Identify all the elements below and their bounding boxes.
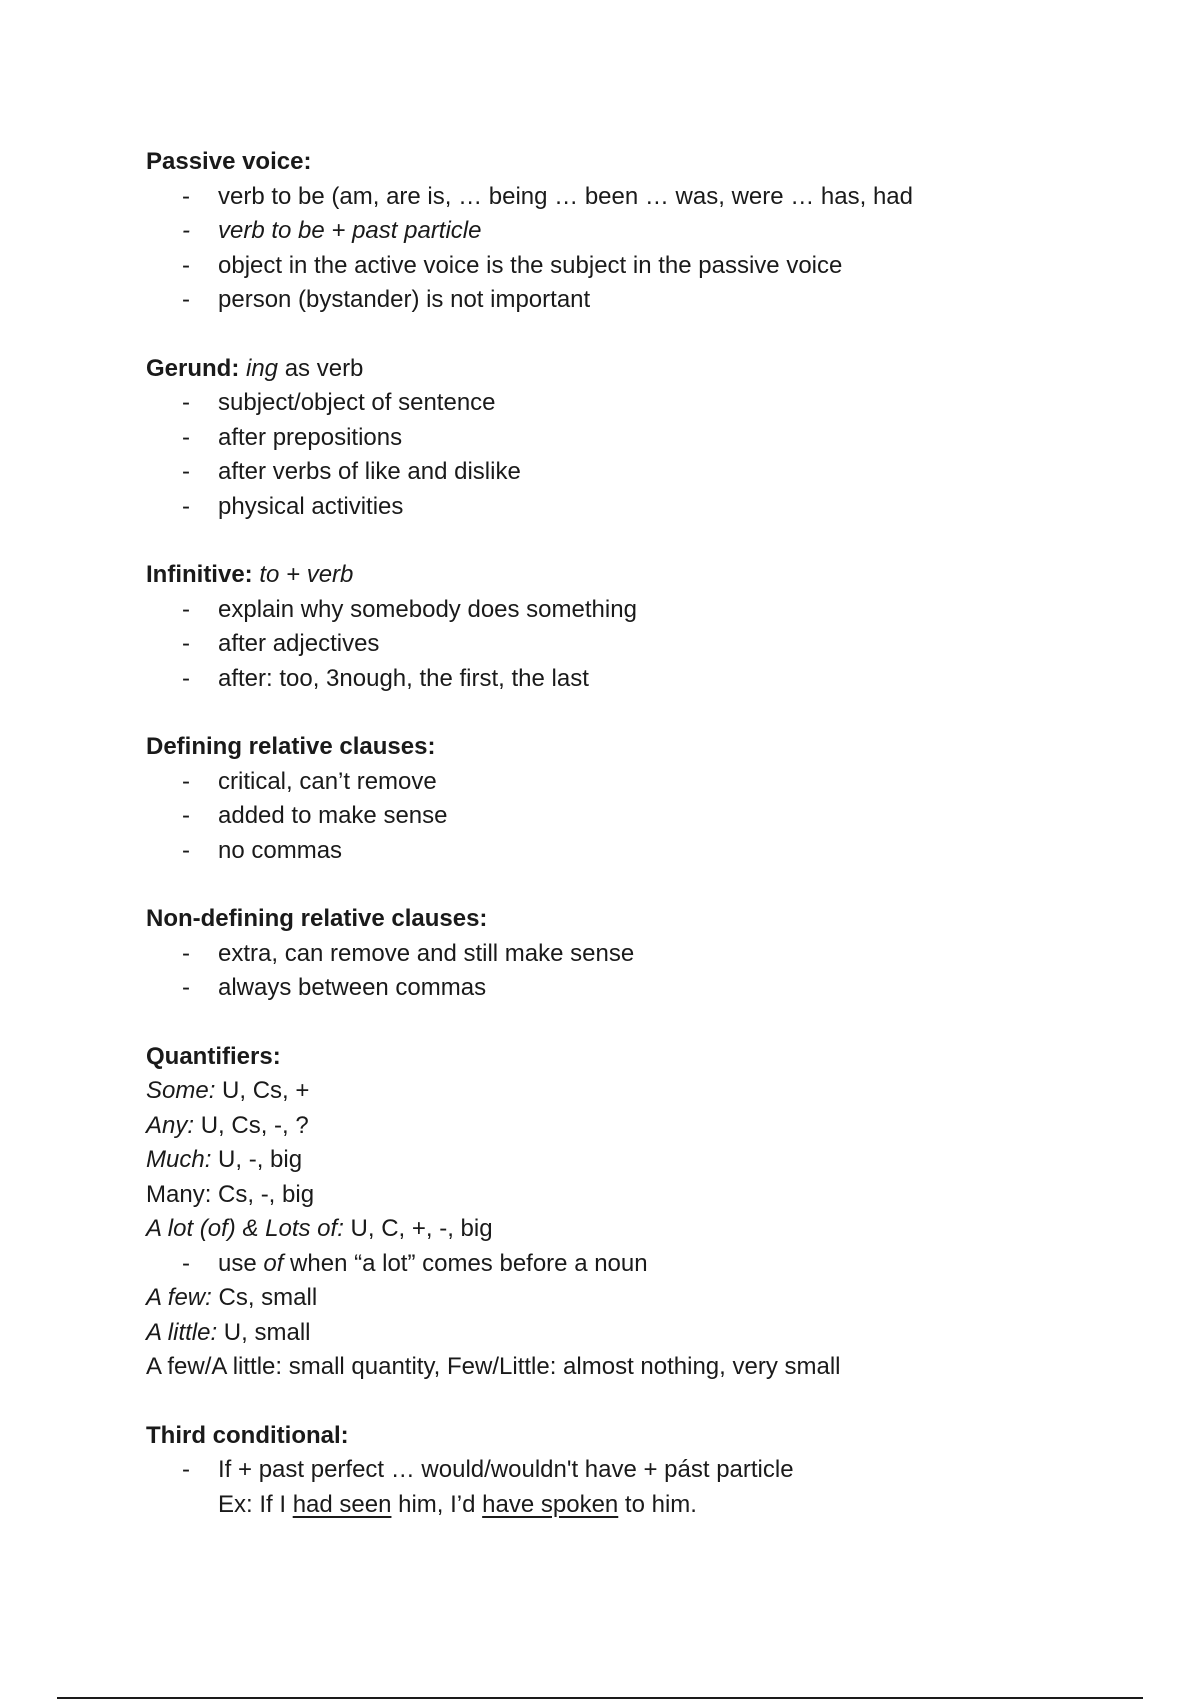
list-item: - critical, can’t remove [146, 765, 1046, 800]
list-item: - object in the active voice is the subject in the passive voice [146, 249, 1046, 284]
heading-defining-relative-clauses: Defining relative clauses: [146, 733, 436, 760]
list-item: - subject/object of sentence [146, 386, 1046, 421]
notes-page [146, 145, 1046, 1522]
list-item: - If + past perfect … would/wouldn't have + pást particle [146, 1453, 1046, 1488]
quantifier-much [146, 1143, 1046, 1178]
example-mid: him, I’d [391, 1490, 483, 1518]
list-item: - explain why somebody does something [146, 593, 1046, 628]
gerund-list [146, 386, 1046, 524]
quantifier-any [146, 1109, 1046, 1144]
infinitive-definition [146, 558, 1046, 593]
list-item: - person (bystander) is not important [146, 283, 1046, 318]
section-defining-relative-clauses [146, 730, 1046, 868]
quantifier-label: Much: [146, 1146, 212, 1173]
note-italic: of [263, 1249, 284, 1277]
section-infinitive [146, 558, 1046, 696]
quantifier-label: A little: [146, 1318, 218, 1346]
section-quantifiers [146, 1040, 1046, 1385]
heading-quantifiers: Quantifiers: [146, 1042, 281, 1070]
example-underlined: had seen [292, 1490, 392, 1518]
list-item: - after: too, 3nough, the first, the last [146, 662, 1046, 697]
list-item: - extra, can remove and still make sense [146, 937, 1046, 972]
heading-non-defining-relative-clauses: Non-defining relative clauses: [146, 905, 488, 932]
section-non-defining-relative-clauses [146, 902, 1046, 1006]
quantifier-text: Cs, small [211, 1284, 318, 1311]
list-item: - always between commas [146, 971, 1046, 1006]
quantifier-a-lot [146, 1212, 1046, 1247]
list-item: - physical activities [146, 490, 1046, 525]
list-item [146, 1247, 1046, 1282]
quantifier-label: A lot (of) & Lots of: [146, 1215, 344, 1242]
quantifier-text: U, small [217, 1318, 311, 1346]
heading-third-conditional: Third conditional: [146, 1421, 349, 1449]
list-item: - no commas [146, 834, 1046, 869]
quantifier-some [146, 1074, 1046, 1109]
non-defining-list [146, 937, 1046, 1006]
heading-passive-voice: Passive voice: [146, 148, 312, 175]
third-conditional-list [146, 1453, 1046, 1488]
note-post: when “a lot” comes before a noun [283, 1249, 648, 1277]
section-third-conditional [146, 1419, 1046, 1523]
infinitive-def-italic: to + verb [259, 561, 354, 588]
bottom-divider [57, 1697, 1143, 1699]
third-conditional-example [146, 1488, 1046, 1523]
quantifier-text: U, Cs, -, ? [194, 1111, 309, 1139]
heading-gerund: Gerund: [146, 354, 240, 382]
defining-list [146, 765, 1046, 869]
list-item: - verb to be + past particle [146, 214, 1046, 249]
section-passive-voice [146, 145, 1046, 318]
quantifier-many: Many: Cs, -, big [146, 1180, 315, 1208]
passive-voice-list [146, 180, 1046, 318]
section-gerund [146, 352, 1046, 525]
quantifier-label: Some: [146, 1077, 216, 1104]
infinitive-list [146, 593, 1046, 697]
gerund-definition [146, 352, 1046, 387]
example-pre: Ex: If I [218, 1490, 293, 1518]
gerund-def-italic: ing [246, 354, 279, 382]
quantifier-text: U, Cs, + [215, 1077, 310, 1104]
gerund-def-rest: as verb [278, 354, 364, 382]
list-item: - after verbs of like and dislike [146, 455, 1046, 490]
quantifier-label: Any: [146, 1111, 195, 1139]
list-item: - verb to be (am, are is, … being … been … was, were … has, had [146, 180, 1046, 215]
quantifier-a-few [146, 1281, 1046, 1316]
list-item: - added to make sense [146, 799, 1046, 834]
quantifier-summary: A few/A little: small quantity, Few/Little: almost nothing, very small [146, 1353, 841, 1380]
note-pre: use [218, 1249, 264, 1277]
quantifier-a-little [146, 1316, 1046, 1351]
example-post: to him. [618, 1490, 697, 1518]
list-item: - after adjectives [146, 627, 1046, 662]
quantifier-label: A few: [146, 1284, 212, 1311]
quantifier-text: U, -, big [211, 1146, 303, 1173]
a-lot-note-list [146, 1247, 1046, 1282]
list-item: - after prepositions [146, 421, 1046, 456]
example-underlined: have spoken [482, 1490, 619, 1518]
heading-infinitive: Infinitive: [146, 561, 253, 588]
quantifier-text: U, C, +, -, big [343, 1215, 493, 1242]
